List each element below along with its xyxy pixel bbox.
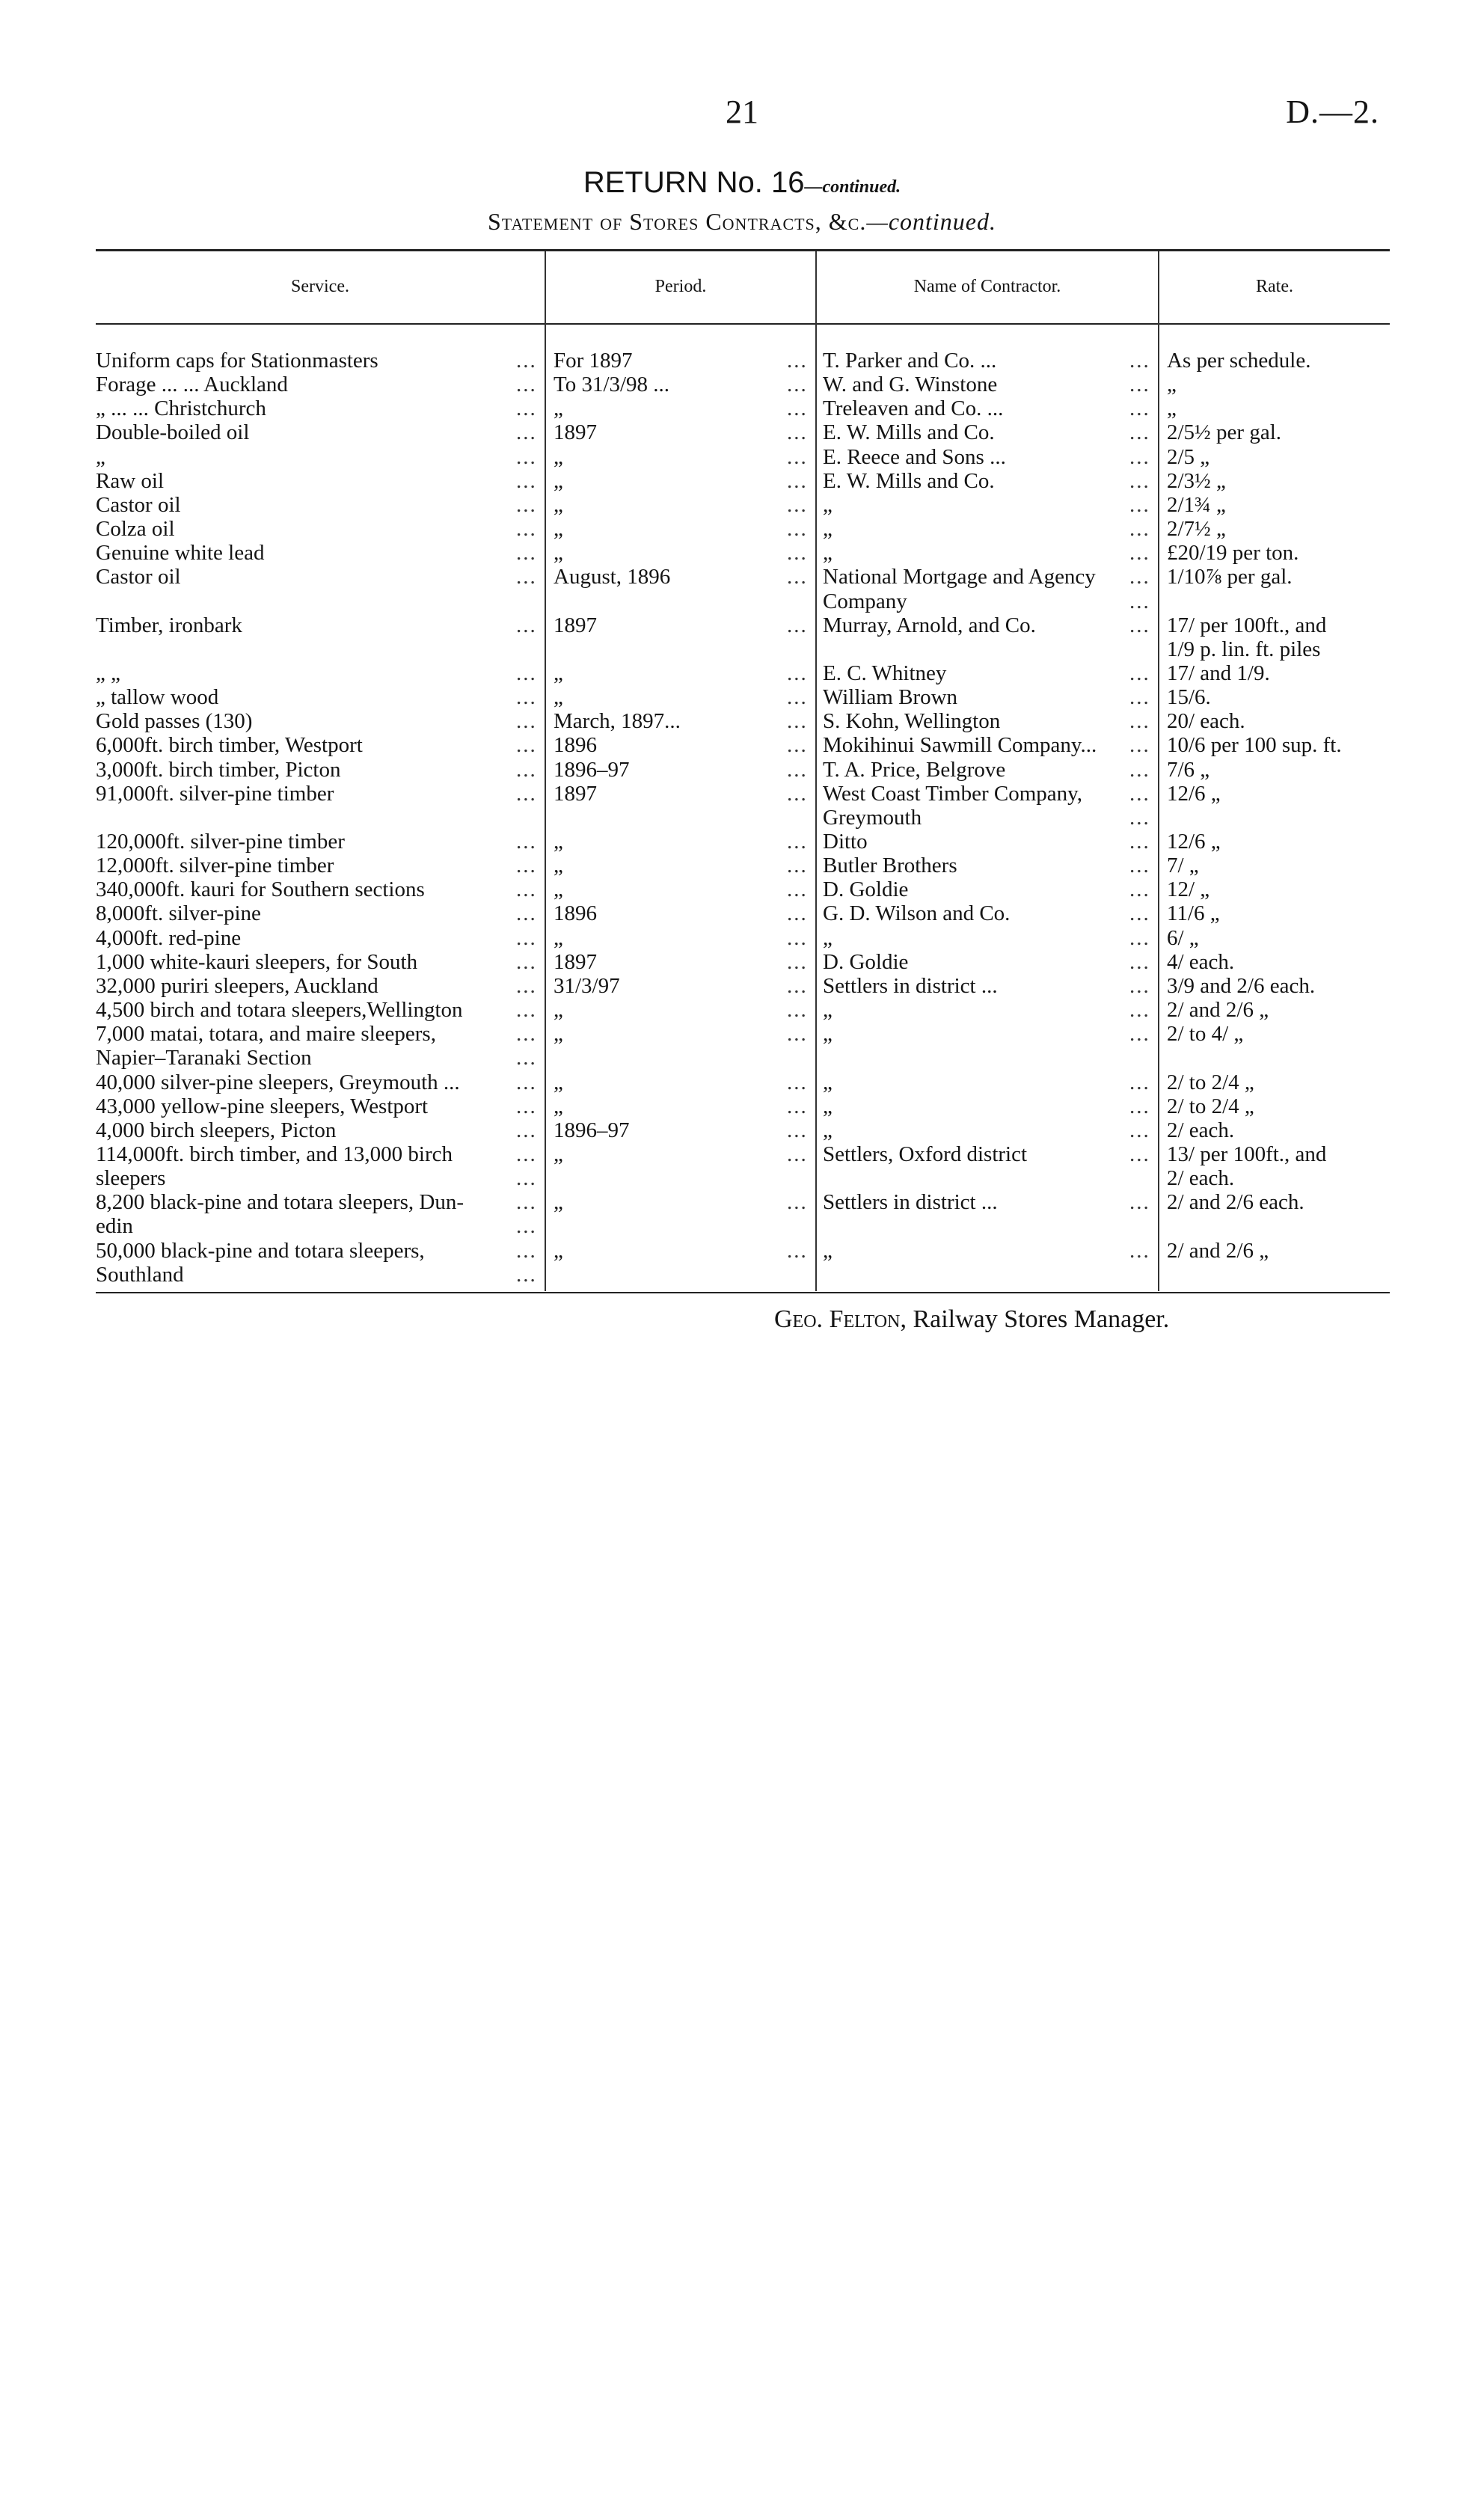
cell-service: 4,000 birch sleepers, Picton	[96, 1118, 337, 1142]
signature	[774, 1305, 1169, 1334]
leader-dots: ...	[516, 1118, 537, 1142]
cell-period: 1896–97	[554, 1118, 630, 1142]
table-row	[0, 373, 1484, 396]
cell-period: „	[554, 469, 563, 493]
cell-contractor: D. Goldie	[823, 950, 909, 974]
cell-rate: 11/6 „	[1167, 901, 1220, 925]
table-row	[0, 974, 1484, 998]
cell-service: 8,200 black-pine and totara sleepers, Dun-	[96, 1190, 464, 1214]
cell-contractor: „	[823, 1094, 833, 1118]
cell-service: Napier–Taranaki Section	[96, 1046, 312, 1070]
table-row	[0, 758, 1484, 782]
leader-dots: ...	[787, 445, 808, 469]
cell-service: 8,000ft. silver-pine	[96, 901, 261, 925]
cell-period: „	[554, 1070, 563, 1094]
title-suffix: —continued.	[804, 177, 901, 197]
leader-dots: ...	[516, 661, 537, 685]
cell-rate: 2/7½ „	[1167, 517, 1226, 541]
cell-contractor: „	[823, 541, 833, 565]
cell-contractor: G. D. Wilson and Co.	[823, 901, 1011, 925]
table-row	[0, 541, 1484, 565]
cell-contractor: Ditto	[823, 830, 868, 854]
table-row	[0, 1046, 1484, 1070]
table-row	[0, 901, 1484, 925]
cell-rate: 17/ and 1/9.	[1167, 661, 1270, 685]
leader-dots: ...	[1129, 830, 1150, 854]
leader-dots: ...	[787, 733, 808, 757]
cell-contractor: William Brown	[823, 685, 958, 709]
table-row	[0, 733, 1484, 757]
leader-dots: ...	[1129, 950, 1150, 974]
cell-rate: 7/ „	[1167, 854, 1199, 877]
cell-service: 43,000 yellow-pine sleepers, Westport	[96, 1094, 429, 1118]
cell-contractor: Company	[823, 589, 907, 613]
leader-dots: ...	[1129, 926, 1150, 950]
cell-period: To 31/3/98 ...	[554, 373, 670, 396]
table-row	[0, 493, 1484, 517]
leader-dots: ...	[516, 1142, 537, 1166]
leader-dots: ...	[516, 782, 537, 806]
leader-dots: ...	[1129, 1118, 1150, 1142]
cell-period: „	[554, 1190, 563, 1214]
cell-service: Timber, ironbark	[96, 613, 242, 637]
leader-dots: ...	[787, 373, 808, 396]
cell-rate: „	[1167, 396, 1177, 420]
table-row	[0, 589, 1484, 613]
cell-rate: 17/ per 100ft., and	[1167, 613, 1327, 637]
leader-dots: ...	[516, 854, 537, 877]
cell-contractor: E. C. Whitney	[823, 661, 947, 685]
cell-period: August, 1896	[554, 565, 671, 589]
cell-service: 340,000ft. kauri for Southern sections	[96, 877, 425, 901]
leader-dots: ...	[1129, 998, 1150, 1022]
cell-contractor: Butler Brothers	[823, 854, 957, 877]
leader-dots: ...	[787, 420, 808, 444]
cell-service: 91,000ft. silver-pine timber	[96, 782, 334, 806]
leader-dots: ...	[1129, 901, 1150, 925]
table-row	[0, 1263, 1484, 1287]
leader-dots: ...	[516, 950, 537, 974]
leader-dots: ...	[1129, 782, 1150, 806]
cell-service: Genuine white lead	[96, 541, 265, 565]
leader-dots: ...	[516, 565, 537, 589]
leader-dots: ...	[787, 830, 808, 854]
table-row	[0, 565, 1484, 589]
table-top-rule	[96, 249, 1390, 251]
cell-rate: 7/6 „	[1167, 758, 1210, 782]
cell-period: „	[554, 685, 563, 709]
cell-rate: 10/6 per 100 sup. ft.	[1167, 733, 1342, 757]
cell-period: „	[554, 493, 563, 517]
leader-dots: ...	[787, 854, 808, 877]
leader-dots: ...	[787, 517, 808, 541]
cell-service: 7,000 matai, totara, and maire sleepers,	[96, 1022, 436, 1046]
header-period: Period.	[654, 277, 707, 296]
table-row	[0, 1239, 1484, 1263]
cell-period: „	[554, 926, 563, 950]
cell-service: Castor oil	[96, 565, 181, 589]
leader-dots: ...	[516, 733, 537, 757]
leader-dots: ...	[787, 396, 808, 420]
leader-dots: ...	[1129, 420, 1150, 444]
leader-dots: ...	[1129, 661, 1150, 685]
cell-service: „ tallow wood	[96, 685, 219, 709]
leader-dots: ...	[516, 901, 537, 925]
cell-period: „	[554, 1239, 563, 1263]
cell-service: 4,000ft. red-pine	[96, 926, 242, 950]
cell-service: 114,000ft. birch timber, and 13,000 birch	[96, 1142, 453, 1166]
leader-dots: ...	[1129, 709, 1150, 733]
cell-contractor: West Coast Timber Company,	[823, 782, 1083, 806]
leader-dots: ...	[787, 926, 808, 950]
leader-dots: ...	[1129, 1239, 1150, 1263]
cell-rate: 2/3½ „	[1167, 469, 1226, 493]
cell-rate: 2/ and 2/6 „	[1167, 998, 1269, 1022]
cell-period: „	[554, 830, 563, 854]
table-row	[0, 1022, 1484, 1046]
cell-service: Gold passes (130)	[96, 709, 253, 733]
table-row	[0, 926, 1484, 950]
table-row	[0, 637, 1484, 661]
table-row	[0, 613, 1484, 637]
leader-dots: ...	[516, 1070, 537, 1094]
cell-service: Forage ... ... Auckland	[96, 373, 288, 396]
title-main: RETURN No. 16	[583, 166, 805, 199]
cell-contractor: E. W. Mills and Co.	[823, 420, 995, 444]
table-row	[0, 1142, 1484, 1166]
cell-service: „ ... ... Christchurch	[96, 396, 266, 420]
leader-dots: ...	[787, 998, 808, 1022]
cell-period: 1896	[554, 733, 597, 757]
cell-contractor: Settlers in district ...	[823, 974, 998, 998]
leader-dots: ...	[1129, 493, 1150, 517]
leader-dots: ...	[787, 565, 808, 589]
table-row	[0, 661, 1484, 685]
cell-contractor: „	[823, 1239, 833, 1263]
cell-contractor: Treleaven and Co. ...	[823, 396, 1004, 420]
table-row	[0, 877, 1484, 901]
leader-dots: ...	[516, 373, 537, 396]
cell-service: 3,000ft. birch timber, Picton	[96, 758, 341, 782]
leader-dots: ...	[516, 1190, 537, 1214]
table-row	[0, 517, 1484, 541]
cell-service: Uniform caps for Stationmasters	[96, 349, 378, 373]
table-row	[0, 1118, 1484, 1142]
subtitle-text: Statement of Stores Contracts, &c.	[488, 208, 867, 235]
leader-dots: ...	[1129, 733, 1150, 757]
cell-contractor: W. and G. Winstone	[823, 373, 998, 396]
cell-rate: 15/6.	[1167, 685, 1211, 709]
cell-period: „	[554, 877, 563, 901]
cell-service: 120,000ft. silver-pine timber	[96, 830, 345, 854]
cell-service: 12,000ft. silver-pine timber	[96, 854, 334, 877]
leader-dots: ...	[1129, 373, 1150, 396]
leader-dots: ...	[1129, 445, 1150, 469]
leader-dots: ...	[516, 1214, 537, 1238]
cell-service: sleepers	[96, 1166, 166, 1190]
leader-dots: ...	[516, 926, 537, 950]
table-row	[0, 1094, 1484, 1118]
cell-rate: 2/ and 2/6 „	[1167, 1239, 1269, 1263]
page-number: 21	[726, 94, 758, 130]
leader-dots: ...	[787, 709, 808, 733]
leader-dots: ...	[787, 1094, 808, 1118]
cell-rate: 2/ each.	[1167, 1166, 1235, 1190]
table-row	[0, 349, 1484, 373]
cell-rate: £20/19 per ton.	[1167, 541, 1299, 565]
cell-period: „	[554, 998, 563, 1022]
header-rate: Rate.	[1256, 277, 1293, 296]
cell-service: edin	[96, 1214, 133, 1238]
leader-dots: ...	[1129, 589, 1150, 613]
cell-rate: 12/ „	[1167, 877, 1210, 901]
cell-contractor: D. Goldie	[823, 877, 909, 901]
table-row	[0, 950, 1484, 974]
leader-dots: ...	[1129, 469, 1150, 493]
cell-service: Colza oil	[96, 517, 175, 541]
cell-rate: 1/10⅞ per gal.	[1167, 565, 1293, 589]
cell-rate: 2/ each.	[1167, 1118, 1235, 1142]
table-row	[0, 1190, 1484, 1214]
cell-rate: 1/9 p. lin. ft. piles	[1167, 637, 1321, 661]
leader-dots: ...	[787, 1239, 808, 1263]
cell-service: 6,000ft. birch timber, Westport	[96, 733, 363, 757]
table-row	[0, 709, 1484, 733]
leader-dots: ...	[1129, 854, 1150, 877]
leader-dots: ...	[1129, 349, 1150, 373]
cell-contractor: „	[823, 493, 833, 517]
leader-dots: ...	[516, 1094, 537, 1118]
leader-dots: ...	[516, 469, 537, 493]
cell-rate: 2/1¾ „	[1167, 493, 1226, 517]
cell-contractor: „	[823, 1022, 833, 1046]
cell-contractor: Settlers, Oxford district	[823, 1142, 1028, 1166]
leader-dots: ...	[787, 469, 808, 493]
cell-period: „	[554, 1094, 563, 1118]
cell-contractor: Mokihinui Sawmill Company...	[823, 733, 1097, 757]
leader-dots: ...	[516, 1046, 537, 1070]
leader-dots: ...	[516, 445, 537, 469]
signature-title: Railway Stores Manager.	[913, 1305, 1170, 1333]
leader-dots: ...	[516, 541, 537, 565]
cell-rate: „	[1167, 373, 1177, 396]
leader-dots: ...	[516, 709, 537, 733]
leader-dots: ...	[516, 349, 537, 373]
cell-contractor: Settlers in district ...	[823, 1190, 998, 1214]
leader-dots: ...	[787, 661, 808, 685]
leader-dots: ...	[516, 1022, 537, 1046]
leader-dots: ...	[787, 974, 808, 998]
leader-dots: ...	[1129, 1142, 1150, 1166]
leader-dots: ...	[1129, 565, 1150, 589]
table-row	[0, 1214, 1484, 1238]
cell-period: „	[554, 1142, 563, 1166]
leader-dots: ...	[1129, 541, 1150, 565]
leader-dots: ...	[1129, 685, 1150, 709]
leader-dots: ...	[787, 1190, 808, 1214]
cell-service: Castor oil	[96, 493, 181, 517]
cell-period: For 1897	[554, 349, 633, 373]
table-bottom-rule	[96, 1292, 1390, 1293]
leader-dots: ...	[1129, 1070, 1150, 1094]
cell-contractor: „	[823, 517, 833, 541]
cell-rate: 12/6 „	[1167, 782, 1221, 806]
table-row	[0, 830, 1484, 854]
document-reference: D.—2.	[1286, 94, 1379, 130]
cell-rate: 2/ to 4/ „	[1167, 1022, 1244, 1046]
header-contractor: Name of Contractor.	[913, 277, 1061, 296]
cell-service: 1,000 white-kauri sleepers, for South	[96, 950, 418, 974]
cell-service: Raw oil	[96, 469, 165, 493]
signature-name: Geo. Felton,	[774, 1305, 907, 1333]
leader-dots: ...	[1129, 517, 1150, 541]
cell-period: „	[554, 541, 563, 565]
leader-dots: ...	[516, 1239, 537, 1263]
subtitle-suffix: —continued.	[866, 208, 996, 235]
cell-rate: 20/ each.	[1167, 709, 1245, 733]
header-service: Service.	[291, 277, 349, 296]
cell-period: „	[554, 1022, 563, 1046]
leader-dots: ...	[787, 758, 808, 782]
leader-dots: ...	[516, 998, 537, 1022]
table-row	[0, 782, 1484, 806]
cell-rate: 13/ per 100ft., and	[1167, 1142, 1327, 1166]
leader-dots: ...	[787, 782, 808, 806]
cell-period: 31/3/97	[554, 974, 620, 998]
leader-dots: ...	[1129, 613, 1150, 637]
leader-dots: ...	[516, 877, 537, 901]
leader-dots: ...	[787, 877, 808, 901]
cell-contractor: S. Kohn, Wellington	[823, 709, 1001, 733]
leader-dots: ...	[516, 830, 537, 854]
cell-period: 1897	[554, 420, 597, 444]
page-title	[0, 166, 1484, 200]
leader-dots: ...	[1129, 396, 1150, 420]
cell-rate: 12/6 „	[1167, 830, 1221, 854]
cell-service: Southland	[96, 1263, 184, 1287]
leader-dots: ...	[787, 613, 808, 637]
leader-dots: ...	[1129, 1190, 1150, 1214]
cell-service: Double-boiled oil	[96, 420, 250, 444]
cell-service: 40,000 silver-pine sleepers, Greymouth ...	[96, 1070, 460, 1094]
leader-dots: ...	[516, 1166, 537, 1190]
cell-period: March, 1897...	[554, 709, 681, 733]
table-row	[0, 420, 1484, 444]
cell-rate: 4/ each.	[1167, 950, 1235, 974]
cell-contractor: „	[823, 1118, 833, 1142]
cell-rate: 2/ and 2/6 each.	[1167, 1190, 1304, 1214]
leader-dots: ...	[1129, 877, 1150, 901]
cell-contractor: National Mortgage and Agency	[823, 565, 1096, 589]
cell-contractor: „	[823, 998, 833, 1022]
cell-service: „	[96, 445, 105, 469]
leader-dots: ...	[1129, 758, 1150, 782]
leader-dots: ...	[516, 493, 537, 517]
cell-rate: 3/9 and 2/6 each.	[1167, 974, 1316, 998]
table-row	[0, 685, 1484, 709]
cell-period: 1897	[554, 782, 597, 806]
cell-service: 32,000 puriri sleepers, Auckland	[96, 974, 378, 998]
cell-period: 1896–97	[554, 758, 630, 782]
cell-service: 50,000 black-pine and totara sleepers,	[96, 1239, 425, 1263]
cell-service: 4,500 birch and totara sleepers,Wellington	[96, 998, 463, 1022]
leader-dots: ...	[516, 396, 537, 420]
leader-dots: ...	[516, 613, 537, 637]
cell-contractor: T. Parker and Co. ...	[823, 349, 997, 373]
leader-dots: ...	[1129, 1094, 1150, 1118]
leader-dots: ...	[516, 974, 537, 998]
cell-rate: 2/ to 2/4 „	[1167, 1094, 1254, 1118]
cell-rate: 2/ to 2/4 „	[1167, 1070, 1254, 1094]
cell-period: „	[554, 445, 563, 469]
cell-period: 1897	[554, 613, 597, 637]
leader-dots: ...	[516, 1263, 537, 1287]
table-row	[0, 1166, 1484, 1190]
cell-rate: 2/5½ per gal.	[1167, 420, 1282, 444]
header-bottom-rule	[96, 323, 1390, 325]
cell-contractor: „	[823, 1070, 833, 1094]
leader-dots: ...	[787, 1022, 808, 1046]
cell-contractor: E. W. Mills and Co.	[823, 469, 995, 493]
leader-dots: ...	[787, 685, 808, 709]
cell-contractor: E. Reece and Sons ...	[823, 445, 1006, 469]
leader-dots: ...	[516, 517, 537, 541]
table-row	[0, 1070, 1484, 1094]
cell-period: „	[554, 517, 563, 541]
cell-rate: 2/5 „	[1167, 445, 1210, 469]
leader-dots: ...	[1129, 974, 1150, 998]
cell-period: 1897	[554, 950, 597, 974]
leader-dots: ...	[787, 1118, 808, 1142]
cell-contractor: T. A. Price, Belgrove	[823, 758, 1006, 782]
leader-dots: ...	[787, 901, 808, 925]
cell-rate: As per schedule.	[1167, 349, 1311, 373]
leader-dots: ...	[787, 541, 808, 565]
leader-dots: ...	[787, 950, 808, 974]
table-row	[0, 854, 1484, 877]
cell-contractor: „	[823, 926, 833, 950]
cell-rate: 6/ „	[1167, 926, 1199, 950]
leader-dots: ...	[787, 349, 808, 373]
cell-contractor: Murray, Arnold, and Co.	[823, 613, 1036, 637]
cell-service: „ „	[96, 661, 120, 685]
leader-dots: ...	[1129, 1022, 1150, 1046]
cell-period: „	[554, 396, 563, 420]
table-row	[0, 998, 1484, 1022]
table-row	[0, 806, 1484, 830]
table-row	[0, 396, 1484, 420]
leader-dots: ...	[787, 1142, 808, 1166]
leader-dots: ...	[787, 1070, 808, 1094]
cell-contractor: Greymouth	[823, 806, 922, 830]
cell-period: 1896	[554, 901, 597, 925]
leader-dots: ...	[516, 685, 537, 709]
cell-period: „	[554, 854, 563, 877]
leader-dots: ...	[787, 493, 808, 517]
table-row	[0, 445, 1484, 469]
leader-dots: ...	[516, 758, 537, 782]
leader-dots: ...	[516, 420, 537, 444]
cell-period: „	[554, 661, 563, 685]
table-row	[0, 469, 1484, 493]
leader-dots: ...	[1129, 806, 1150, 830]
page-subtitle	[0, 208, 1484, 236]
